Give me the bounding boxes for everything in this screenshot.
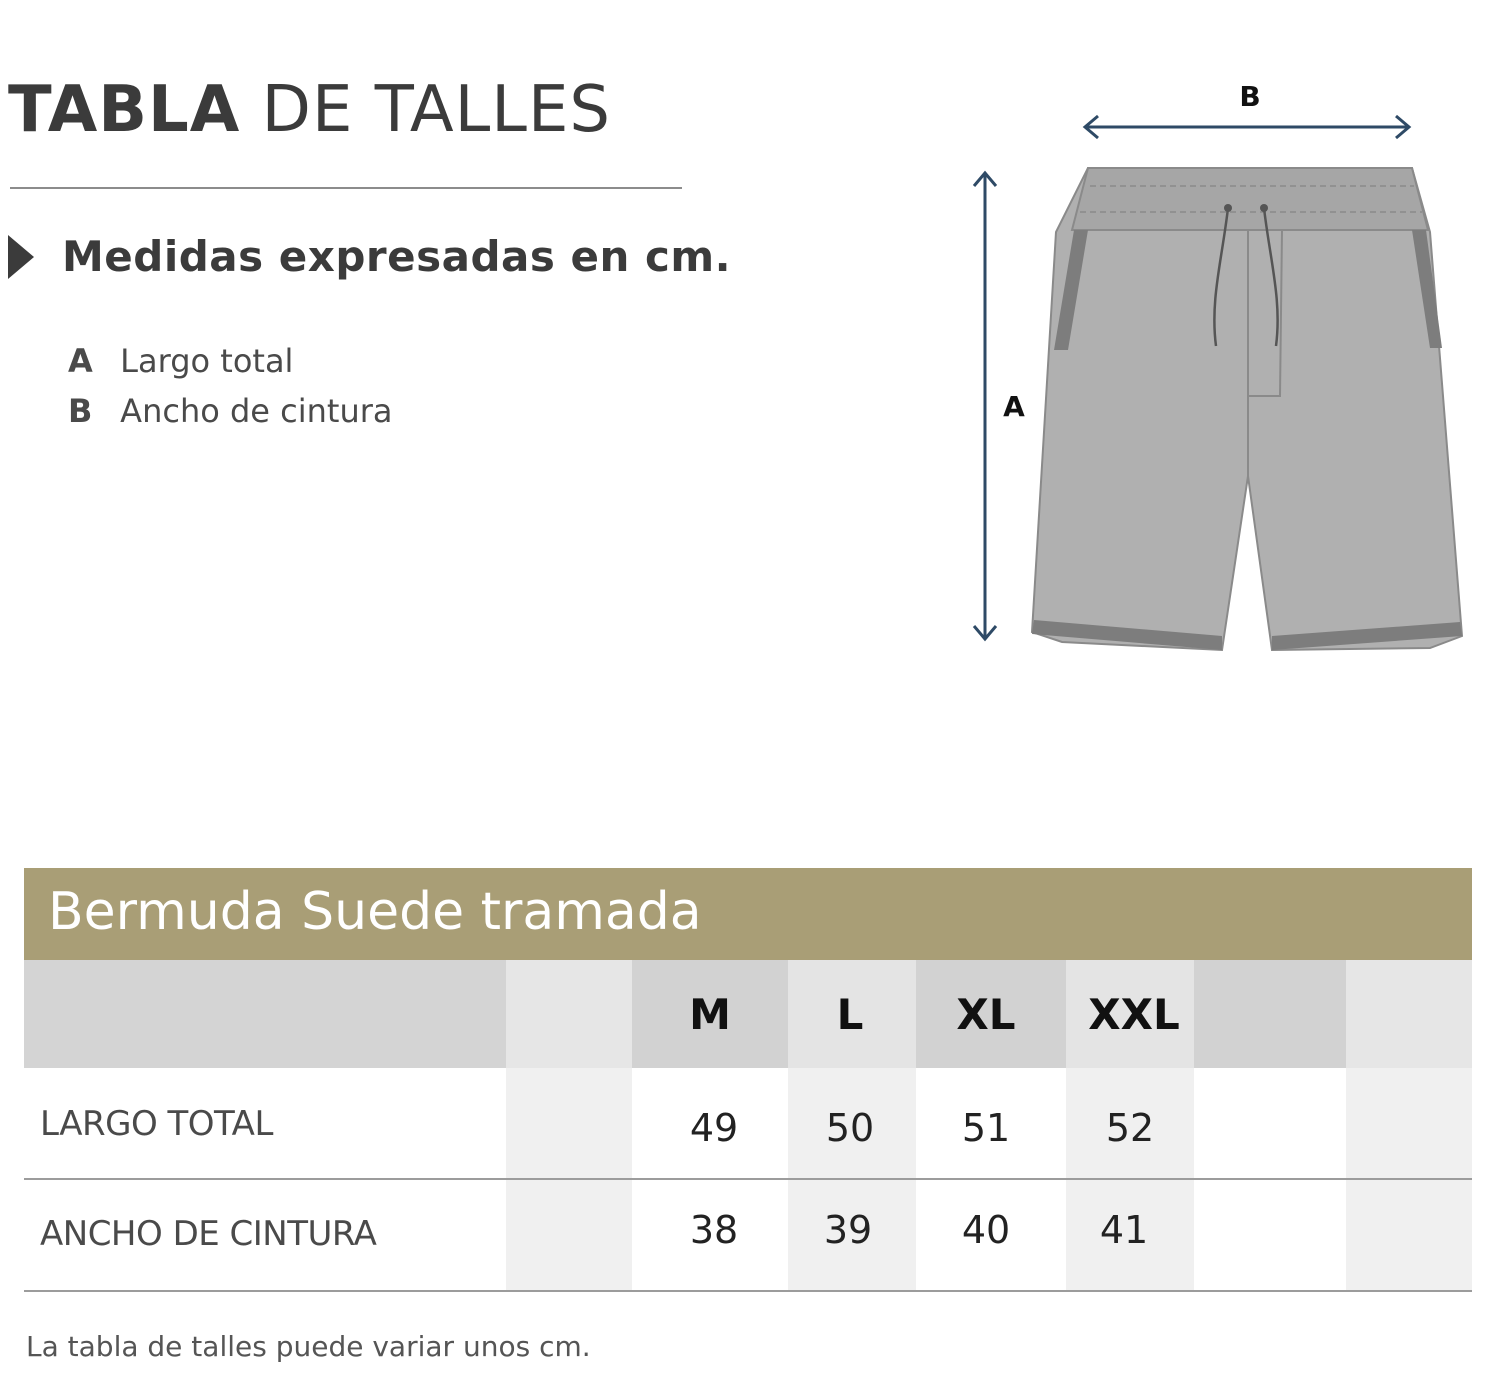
diagram-label-b: B xyxy=(1239,80,1261,113)
shorts-diagram xyxy=(960,60,1480,670)
table-cell: 38 xyxy=(689,1208,739,1252)
row-divider xyxy=(24,1178,1472,1180)
title-bold: TABLA xyxy=(8,73,241,147)
triangle-bullet-icon xyxy=(8,235,34,279)
header-shade xyxy=(1346,960,1472,1068)
table-cell: 41 xyxy=(1099,1208,1149,1252)
column-shade xyxy=(788,1068,916,1292)
measurement-legend xyxy=(68,336,393,436)
width-arrow-icon xyxy=(1085,116,1409,138)
header-shade xyxy=(1194,960,1346,1068)
title-divider xyxy=(10,187,682,189)
subtitle-text: Medidas expresadas en cm. xyxy=(62,232,732,281)
product-title-band xyxy=(24,868,1472,960)
size-header-m: M xyxy=(689,990,731,1039)
column-shade xyxy=(1346,1068,1472,1292)
table-cell: 51 xyxy=(961,1106,1011,1150)
row-label-largo-total: LARGO TOTAL xyxy=(40,1104,273,1144)
legend-item-a xyxy=(68,336,393,386)
table-body xyxy=(24,1068,1472,1292)
column-shade xyxy=(1066,1068,1194,1292)
length-arrow-icon xyxy=(974,173,996,639)
column-shade xyxy=(506,1068,632,1292)
table-cell: 40 xyxy=(961,1208,1011,1252)
row-label-ancho-de-cintura: ANCHO DE CINTURA xyxy=(40,1214,377,1254)
footnote: La tabla de talles puede variar unos cm. xyxy=(26,1330,591,1363)
table-cell: 49 xyxy=(689,1106,739,1150)
header-shade xyxy=(506,960,632,1068)
page-title xyxy=(8,73,611,147)
row-divider xyxy=(24,1290,1472,1292)
size-header-xxl: XXL xyxy=(1088,990,1180,1039)
size-header-l: L xyxy=(836,990,864,1039)
subtitle xyxy=(8,232,731,281)
legend-key: B xyxy=(68,392,93,430)
table-cell: 52 xyxy=(1105,1106,1155,1150)
diagram-label-a: A xyxy=(1003,390,1025,423)
table-cell: 39 xyxy=(823,1208,873,1252)
legend-item-b xyxy=(68,386,393,436)
legend-key: A xyxy=(68,342,93,380)
shorts-icon xyxy=(1032,168,1462,650)
header-shade xyxy=(24,960,506,1068)
size-header-xl: XL xyxy=(956,990,1016,1039)
legend-label: Largo total xyxy=(120,342,294,380)
title-light: DE TALLES xyxy=(261,73,611,147)
product-name: Bermuda Suede tramada xyxy=(48,882,702,942)
table-cell: 50 xyxy=(825,1106,875,1150)
legend-label: Ancho de cintura xyxy=(120,392,393,430)
